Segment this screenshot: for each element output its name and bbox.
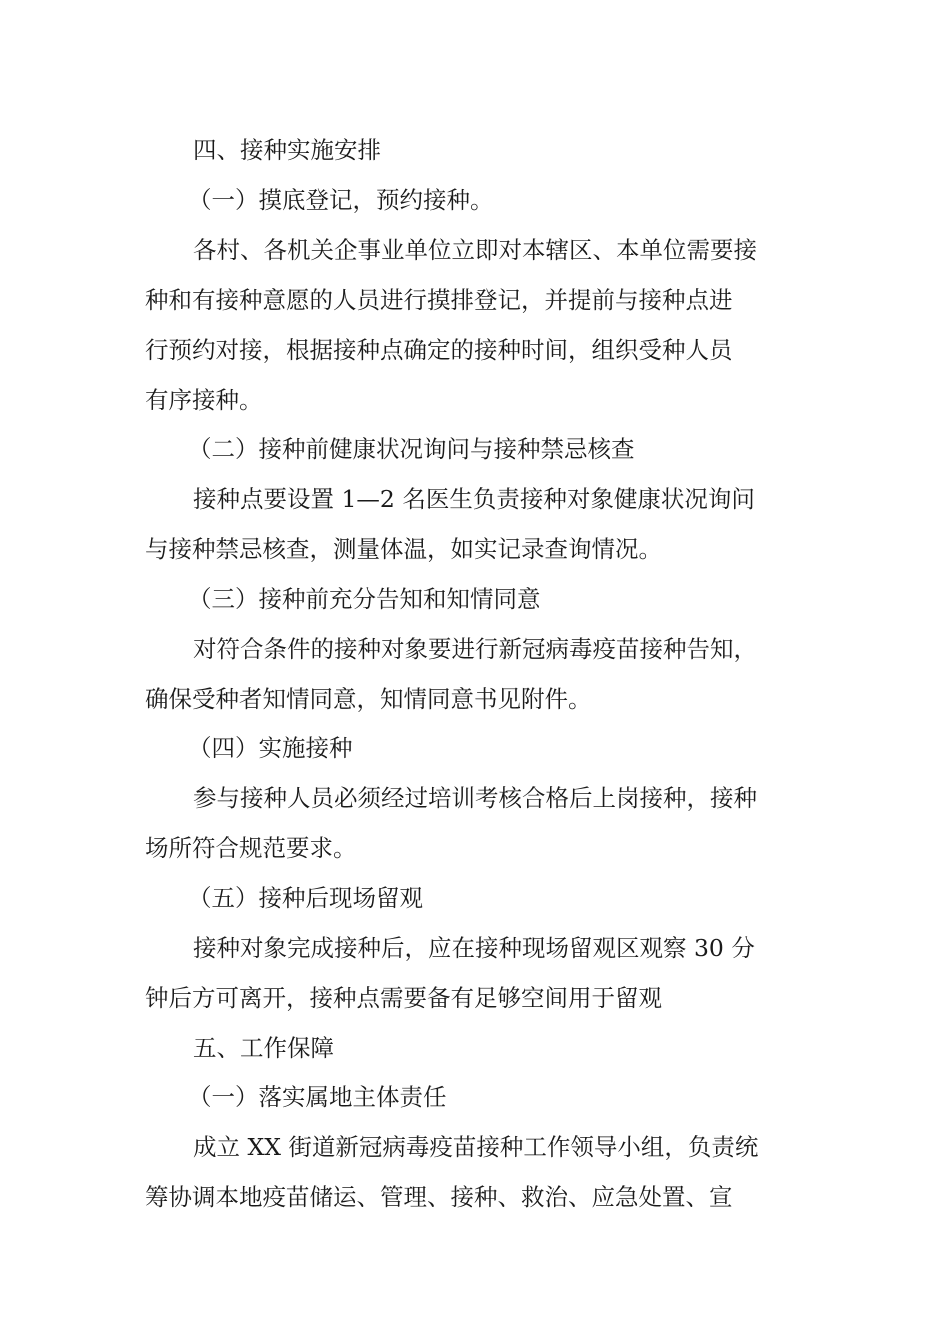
paragraph-line: 参与接种人员必须经过培训考核合格后上岗接种，接种	[193, 784, 757, 812]
paragraph-line: 行预约对接，根据接种点确定的接种时间，组织受种人员	[145, 336, 733, 364]
paragraph-line: 对符合条件的接种对象要进行新冠病毒疫苗接种告知，	[193, 635, 757, 663]
section-heading: 五、工作保障	[193, 1034, 334, 1062]
subsection-heading: （四）实施接种	[188, 734, 353, 762]
paragraph-line: 接种点要设置 1—2 名医生负责接种对象健康状况询问	[193, 485, 755, 513]
paragraph-line: 各村、各机关企事业单位立即对本辖区、本单位需要接	[193, 236, 757, 264]
paragraph-line: 筹协调本地疫苗储运、管理、接种、救治、应急处置、宣	[145, 1183, 733, 1211]
paragraph-line: 成立 XX 街道新冠病毒疫苗接种工作领导小组，负责统	[193, 1133, 759, 1161]
subsection-heading: （二）接种前健康状况询问与接种禁忌核查	[188, 435, 635, 463]
paragraph-line: 接种对象完成接种后，应在接种现场留观区观察 30 分	[193, 934, 755, 962]
subsection-heading: （五）接种后现场留观	[188, 884, 423, 912]
subsection-heading: （一）落实属地主体责任	[188, 1083, 447, 1111]
paragraph-line: 钟后方可离开，接种点需要备有足够空间用于留观	[145, 984, 662, 1012]
paragraph-line: 场所符合规范要求。	[145, 834, 357, 862]
subsection-heading: （三）接种前充分告知和知情同意	[188, 585, 541, 613]
paragraph-line: 与接种禁忌核查，测量体温，如实记录查询情况。	[145, 535, 662, 563]
section-heading: 四、接种实施安排	[193, 136, 381, 164]
paragraph-line: 种和有接种意愿的人员进行摸排登记，并提前与接种点进	[145, 286, 733, 314]
paragraph-line: 确保受种者知情同意，知情同意书见附件。	[145, 685, 592, 713]
subsection-heading: （一）摸底登记，预约接种。	[188, 186, 494, 214]
paragraph-line: 有序接种。	[145, 386, 263, 414]
